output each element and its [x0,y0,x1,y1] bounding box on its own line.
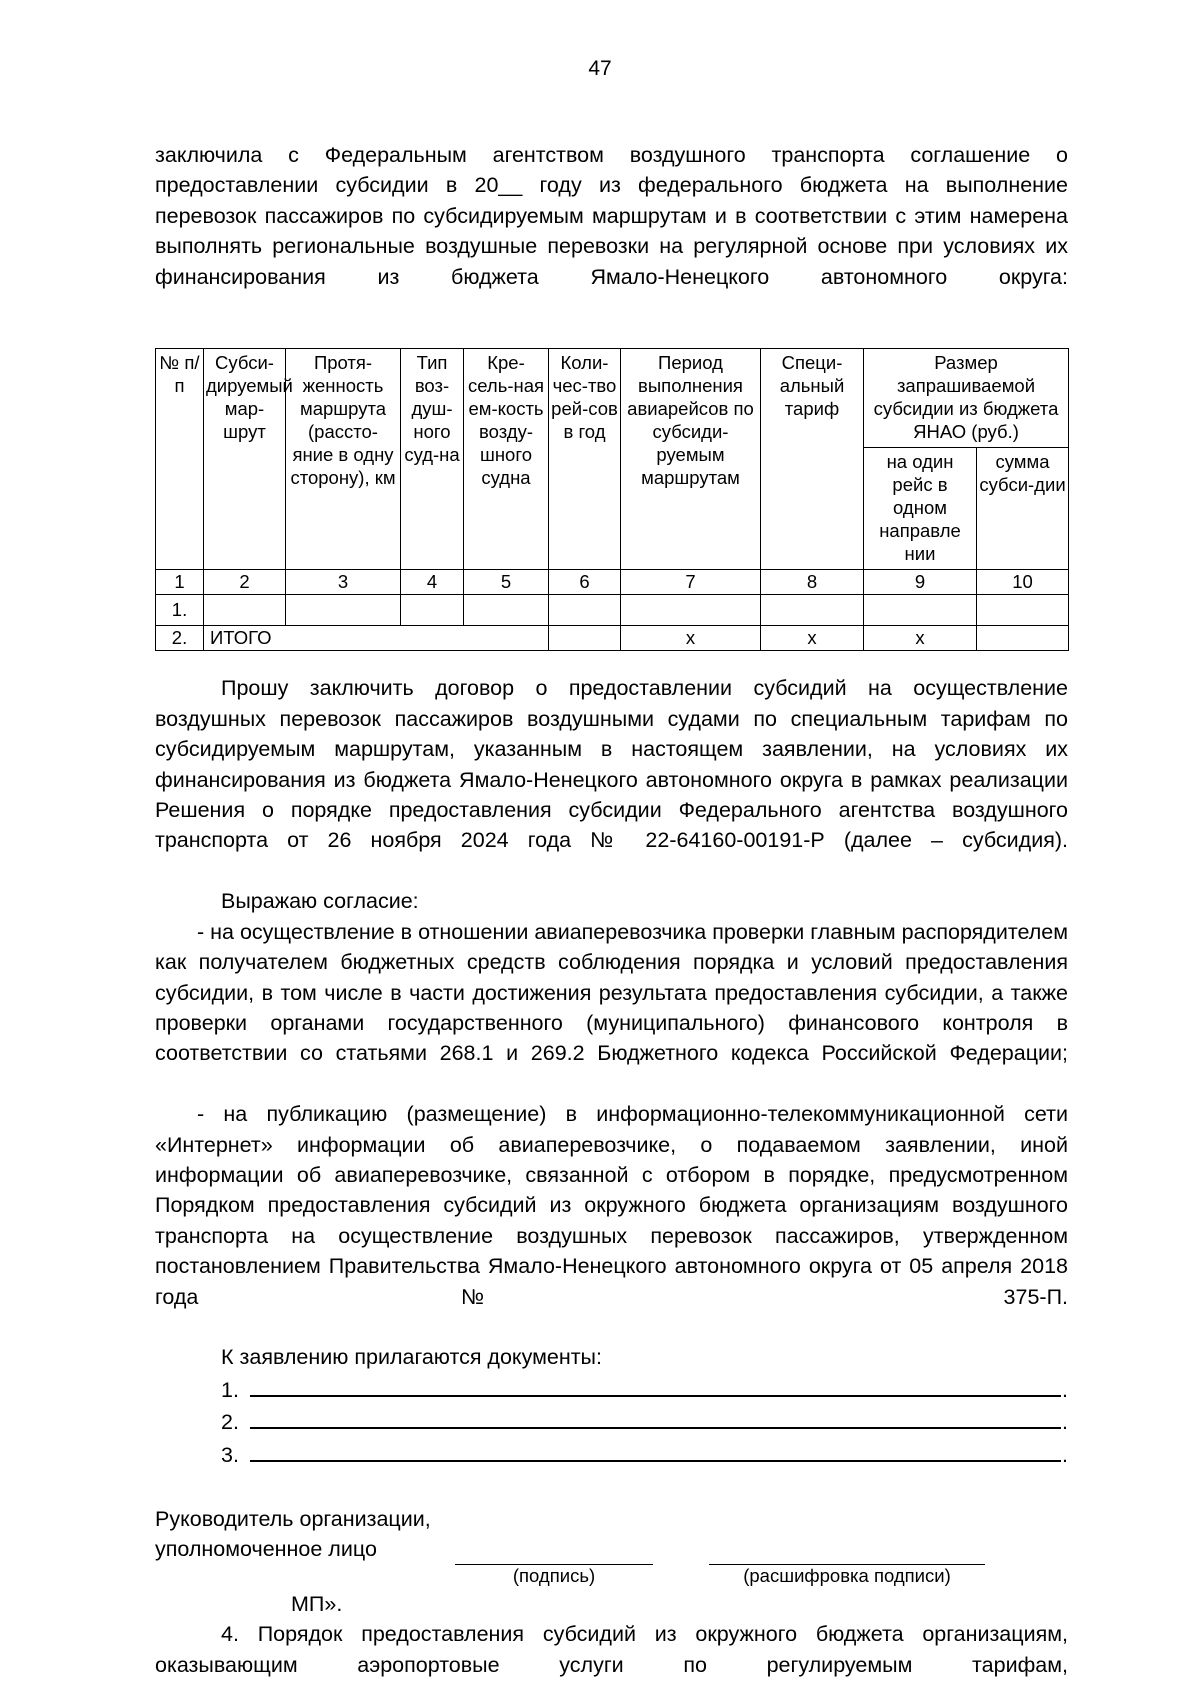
signature-role-line-2: уполномоченное лицо [155,1537,377,1562]
row-1-col3[interactable] [286,595,401,626]
total-col10[interactable] [977,626,1069,651]
row-1-number: 1. [156,595,204,626]
table-column-number-row [156,570,1069,595]
total-col8: x [761,626,864,651]
tail-paragraph: 4. Порядок предоставления субсидий из окружного бюджета организациям, оказывающим аэропортовые услуги по регулируемым тарифам, [155,1622,1068,1677]
signature-block [155,1504,1068,1619]
page-content [155,140,1068,1697]
table-header-col5: Кре-сель-ная ем-кость возду-шного судна [464,349,549,570]
attachments-list [155,1373,1068,1470]
row-1-col4[interactable] [401,595,464,626]
body-paragraph-3: - на осуществление в отношении авиаперевозчика проверки главным распорядителем как получателем бюджетных средств соблюдения порядка и условий предоставления субсидии, в том числе в части достижения результата предоставления субсидии, а также проверки органами государственного (муниципального) финансового контроля в соответствии со статьями 268.1 и 269.2 Бюджетного кодекса Российской Федерации; [155,919,1068,1066]
table-header-subsidy-group: Размер запрашиваемой субсидии из бюджета ЯНАО (руб.) [864,349,1069,448]
table-row [156,595,1069,626]
row-1-col2[interactable] [204,595,286,626]
signature-caption-row [155,1565,1068,1587]
row-1-col8[interactable] [761,595,864,626]
total-label: ИТОГО [204,626,549,651]
list-item [155,1405,1068,1437]
attachment-period: . [1062,1410,1068,1435]
attachment-number: 2. [221,1410,239,1435]
table-header-col3: Протя-женность маршрута (рассто-яние в одну сторону), км [286,349,401,570]
signature-transcript-field[interactable] [709,1538,985,1565]
row-1-col6[interactable] [549,595,621,626]
colnum-4: 4 [401,570,464,595]
table-header-col4: Тип воз-душ-ного суд-на [401,349,464,570]
table-header-row [156,349,1069,448]
colnum-10: 10 [977,570,1069,595]
total-col7: x [621,626,761,651]
signature-field[interactable] [455,1538,653,1565]
table-header-col7: Период выполнения авиарейсов по субсиди-руемым маршрутам [621,349,761,570]
list-item [155,1373,1068,1405]
row-1-col7[interactable] [621,595,761,626]
colnum-7: 7 [621,570,761,595]
signature-transcript-caption: (расшифровка подписи) [743,1564,951,1586]
body-paragraph-4: - на публикацию (размещение) в информационно-телекоммуникационной сети «Интернет» информации об авиаперевозчике, о подаваемом заявлении, иной информации об авиаперевозчике, связанной с отбором в порядке, предусмотренном Порядком предоставления субсидий из окружного бюджета организациям воздушного транспорта на осуществление воздушных перевозок пассажиров, утвержденном постановлением Правительства Ямало-Ненецкого автономного округа от 05 апреля 2018 года № 375-П. [155,1102,1068,1309]
colnum-9: 9 [864,570,977,595]
attachment-input-line[interactable] [250,1373,1061,1397]
attachment-input-line[interactable] [250,1405,1061,1429]
table-header-col1: № п/п [156,349,204,570]
table-header-col8: Специ-альный тариф [761,349,864,570]
colnum-5: 5 [464,570,549,595]
row-1-col10[interactable] [977,595,1069,626]
table-total-row [156,626,1069,651]
colnum-1: 1 [156,570,204,595]
colnum-6: 6 [549,570,621,595]
list-item [155,1438,1068,1470]
signature-row [155,1534,1068,1564]
row-2-number: 2. [156,626,204,651]
row-1-col9[interactable] [864,595,977,626]
body-paragraph-1: Прошу заключить договор о предоставлении субсидий на осуществление воздушных перевозок пассажиров воздушными судами по специальным тарифам по субсидируемым маршрутам, указанным в настоящем заявлении, на условиях их финансирования из бюджета Ямало-Ненецкого автономного округа в рамках реализации Решения о порядке предоставления субсидии Федерального агентства воздушного транспорта от 26 ноября 2024 года № 22-64160-00191-Р (далее – субсидия). [155,676,1068,853]
table-header-col10: сумма субси-дии [977,448,1069,570]
attachment-number: 1. [221,1377,239,1402]
attachment-period: . [1062,1442,1068,1467]
table-header-col6: Коли-чес-тво рей-сов в год [549,349,621,570]
subsidy-request-table [155,348,1069,651]
table-header-col2: Субси-дируемый мар-шрут [204,349,286,570]
attachment-period: . [1062,1377,1068,1402]
signature-caption: (подпись) [512,1564,596,1586]
colnum-3: 3 [286,570,401,595]
attachment-number: 3. [221,1442,239,1467]
intro-paragraph: заключила с Федеральным агентством воздушного транспорта соглашение о предоставлении субсидии в 20__ году из федерального бюджета на выполнение перевозок пассажиров по субсидируемым маршрутам и в соответствии с этим намерена выполнять региональные воздушные перевозки на регулярной основе при условиях их финансирования из бюджета Ямало-Ненецкого автономного округа: [155,143,1068,289]
stamp-label: МП». [291,1591,343,1616]
colnum-2: 2 [204,570,286,595]
page-number: 47 [588,57,612,80]
row-1-col5[interactable] [464,595,549,626]
body-paragraph-5: К заявлению прилагаются документы: [221,1345,602,1370]
body-paragraph-2: Выражаю согласие: [221,889,419,914]
total-col9: x [864,626,977,651]
colnum-8: 8 [761,570,864,595]
table-header-col9: на один рейс в одном направле нии [864,448,977,570]
attachment-input-line[interactable] [250,1438,1061,1462]
signature-role-line-1: Руководитель организации, [155,1507,431,1531]
total-col6[interactable] [549,626,621,651]
